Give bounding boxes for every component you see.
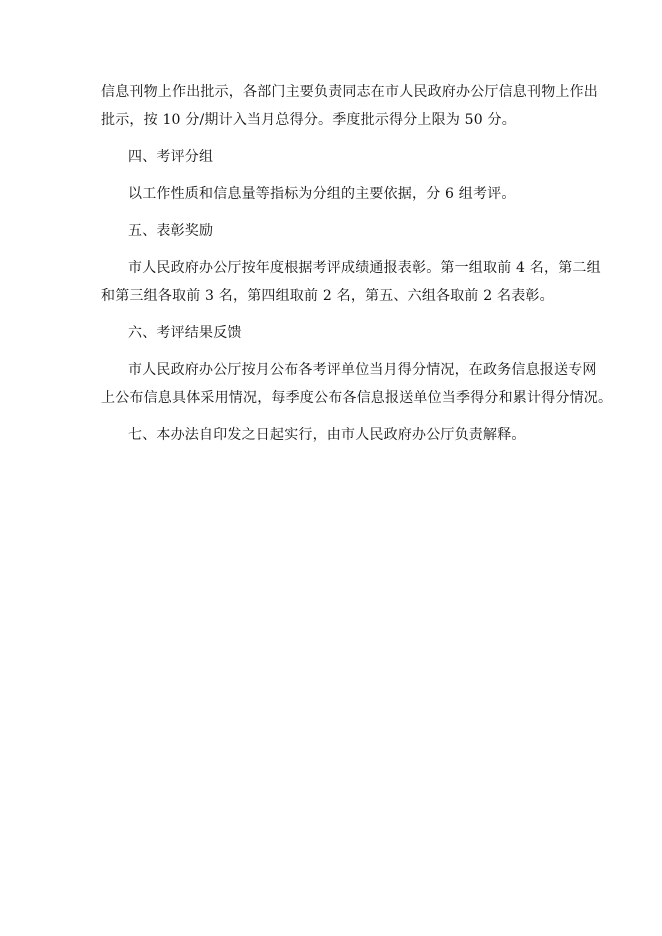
section-heading-awards: 五、表彰奖励 <box>128 223 214 239</box>
paragraph-line: 和第三组各取前 3 名，第四组取前 2 名，第五、六组各取前 2 名表彰。 <box>101 288 554 304</box>
section-heading-grouping: 四、考评分组 <box>128 149 214 165</box>
paragraph-line: 以工作性质和信息量等指标为分组的主要依据，分 6 组考评。 <box>128 186 516 202</box>
paragraph-line: 市人民政府办公厅按月公布各考评单位当月得分情况，在政务信息报送专网 <box>128 362 597 378</box>
paragraph-line: 上公布信息具体采用情况，每季度公布各信息报送单位当季得分和累计得分情况。 <box>101 390 613 406</box>
section-heading-feedback: 六、考评结果反馈 <box>128 325 242 341</box>
paragraph-line: 信息刊物上作出批示，各部门主要负责同志在市人民政府办公厅信息刊物上作出 <box>101 84 598 100</box>
paragraph-line: 批示，按 10 分/期计入当月总得分。季度批示得分上限为 50 分。 <box>101 112 516 128</box>
section-heading-effective: 七、本办法自印发之日起实行，由市人民政府办公厅负责解释。 <box>128 427 526 443</box>
paragraph-line: 市人民政府办公厅按年度根据考评成绩通报表彰。第一组取前 4 名，第二组 <box>128 260 601 276</box>
